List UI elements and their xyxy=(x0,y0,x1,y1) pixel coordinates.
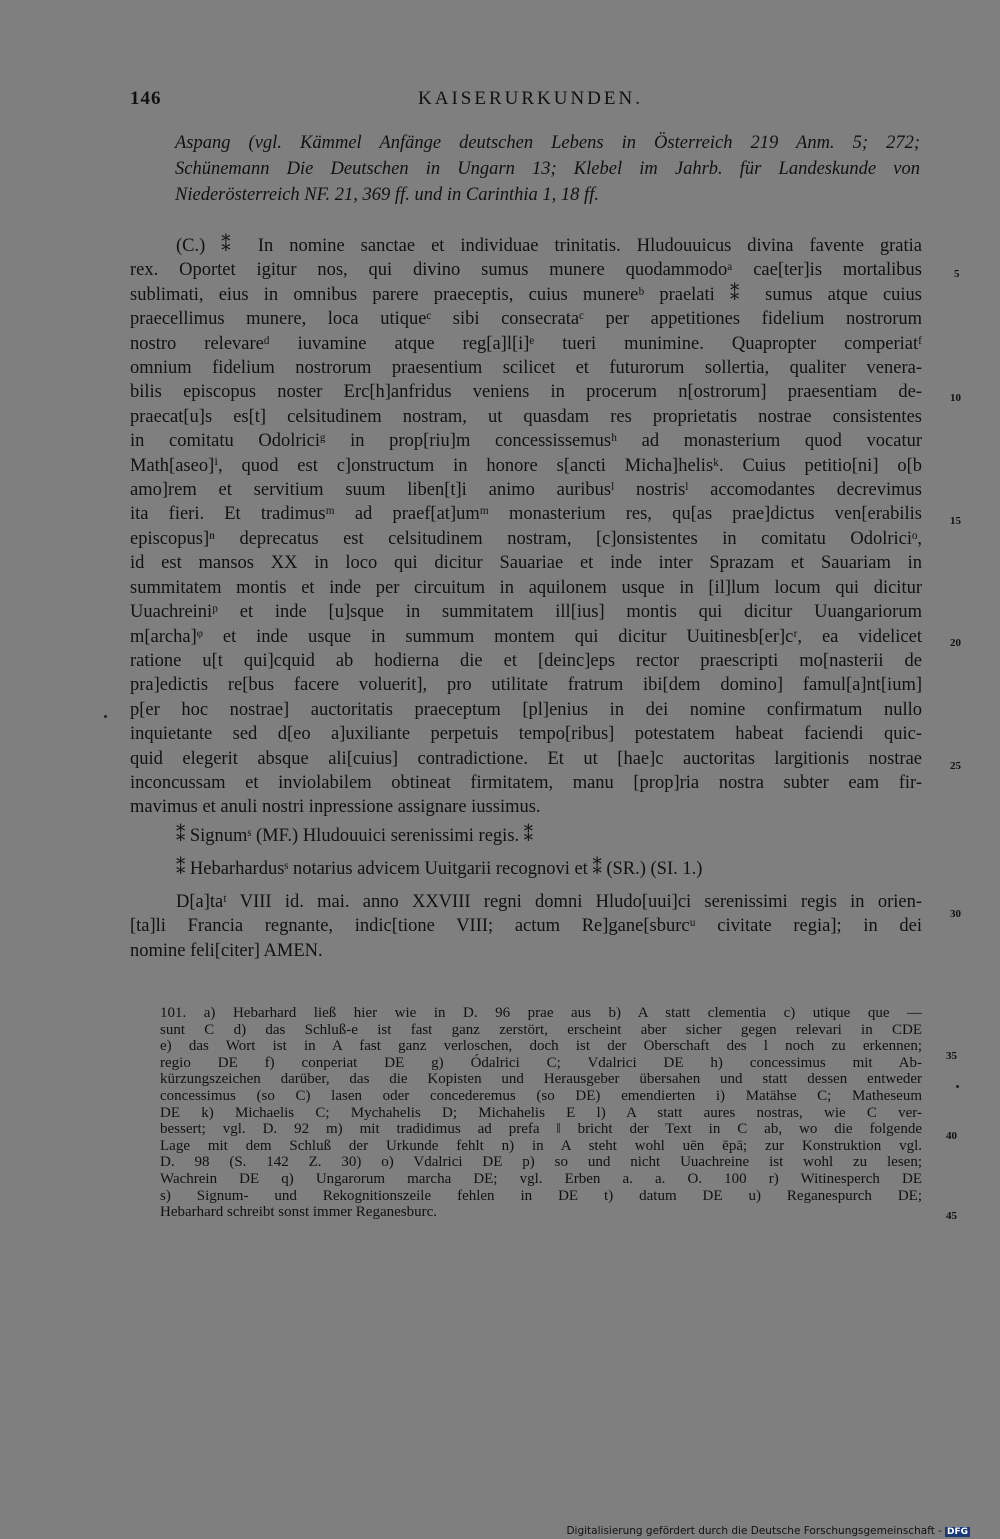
footnote-line: bessert; vgl. D. 92 m) mit tradidimus ad prefa ‖ bricht der Text in C ab, wo die folgende xyxy=(160,1121,922,1138)
body-line: summitatem montis et inde per circuitum in aquilonem usque in [il]lum locum qui dicitur xyxy=(130,577,922,598)
body-line: amo]rem et servitium suum liben[t]i animo auribusˡ nostrisˡ accomodantes decrevimus xyxy=(130,480,922,501)
body-line: bilis episcopus noster Erc[h]anfridus veniens in procerum n[ostrorum] praesentiam de- xyxy=(130,382,922,403)
body-line: in comitatu Odolriciᵍ in prop[riu]m concessissemusʰ ad monasterium quod vocatur xyxy=(130,431,922,452)
running-header: KAISERURKUNDEN. xyxy=(418,88,643,109)
body-line: (C.) ⁑ In nomine sanctae et individuae trinitatis. Hludouuicus divina favente gratia xyxy=(176,236,922,256)
page-number: 146 xyxy=(130,88,162,109)
intro-paragraph xyxy=(175,130,920,208)
body-line: Math[aseo]ⁱ, quod est c]onstructum in honore s[ancti Micha]helisᵏ. Cuius petitio[ni] o[b xyxy=(130,455,922,476)
intro-line: Aspang (vgl. Kämmel Anfänge deutschen Lebens in Österreich 219 Anm. 5; 272; xyxy=(175,133,920,153)
footer-text: Digitalisierung gefördert durch die Deutsche Forschungsgemeinschaft - xyxy=(566,1525,942,1537)
margin-line-number: 45 xyxy=(946,1210,957,1222)
body-line: inquietante sed d[eo a]uxiliante perpetuis tempo[ribus] potestatem habeat faciendi quic- xyxy=(130,724,922,745)
body-line: nostro relevareᵈ iuvamine atque reg[a]l[i]ᵉ tueri munimine. Quapropter comperiatᶠ xyxy=(130,333,922,354)
margin-line-number: 5 xyxy=(954,268,960,280)
funding-footer xyxy=(566,1525,970,1537)
footnote-line: kürzungszeichen darüber, das die Kopisten und Herausgeber übersahen und statt dessen entweder xyxy=(160,1071,922,1088)
body-line: episcopus]ⁿ deprecatus est celsitudinem nostram, [c]onsistentes in comitatu Odolriciᵒ, xyxy=(130,528,922,549)
body-line: p[er hoc nostrae] auctoritatis praeceptum [pl]enius in dei nomine confirmatum nullo xyxy=(130,699,922,720)
footnote-line: Wachrein DE q) Ungarorum marcha DE; vgl. Erben a. a. O. 100 r) Witinesperch DE xyxy=(160,1170,922,1187)
margin-line-number: 30 xyxy=(950,908,961,920)
dfg-logo: DFG xyxy=(946,1527,968,1537)
intro-line: Niederösterreich NF. 21, 369 ff. und in Carinthia 1, 18 ff. xyxy=(175,185,599,205)
margin-mark xyxy=(956,1085,959,1088)
footnote-line: e) das Wort ist in A fast ganz verloschen, doch ist der Oberschaft des l noch zu erkennen; xyxy=(160,1038,922,1055)
intro-line: Schünemann Die Deutschen in Ungarn 13; Klebel im Jahrb. für Landeskunde von xyxy=(175,159,920,179)
dating-line: D[a]taᵗ VIII id. mai. anno XXVIII regni domni Hludo[uui]ci serenissimi regis in orien- xyxy=(176,891,922,912)
body-line: m[archa]ᵠ et inde usque in summum montem qui dicitur Uuitinesb[er]cʳ, ea videlicet xyxy=(130,626,922,647)
margin-line-number: 20 xyxy=(950,637,961,649)
footnote-line: regio DE f) conperiat DE g) Ódalrici C; Vdalrici DE h) concessimus mit Ab- xyxy=(160,1054,922,1071)
body-line: praecat[u]s es[t] celsitudinem nostram, ut quasdam res proprietatis nostrae consistentes xyxy=(130,406,922,427)
margin-line-number: 25 xyxy=(950,760,961,772)
footnote-line: sunt C d) das Schluß-e ist fast ganz zerstört, erscheint aber sicher gegen relevari in CDE xyxy=(160,1021,922,1038)
body-line: id est mansos XX in loco qui dicitur Sauariae et inde inter Sprazam et Sauariam in xyxy=(130,553,922,574)
body-line: pra]edictis re[bus facere voluerit], pro utilitate fratrum ibi[dem domino] famul[a]nt[ium] xyxy=(130,675,922,696)
footnote-line: Lage mit dem Schluß der Urkunde fehlt n) in A steht wohl uēn ēpā; zur Konstruktion vgl. xyxy=(160,1137,922,1154)
margin-mark xyxy=(104,715,107,718)
margin-line-number: 40 xyxy=(946,1130,957,1142)
margin-line-number: 10 xyxy=(950,392,961,404)
body-line: Uuachreiniᵖ et inde [u]sque in summitatem ill[ius] montis qui dicitur Uuangariorum xyxy=(130,602,922,623)
footnote-line: D. 98 (S. 142 Z. 30) o) Vdalrici DE p) so und nicht Uuachreine ist wohl zu lesen; xyxy=(160,1154,922,1171)
footnotes xyxy=(160,1005,922,1221)
body-line: sublimati, eius in omnibus parere praeceptis, cuius munereᵇ praelati ⁑ sumus atque cuius xyxy=(130,284,922,305)
body-line: rex. Oportet igitur nos, qui divino sumus munere quodammodoᵃ cae[ter]is mortalibus xyxy=(130,260,922,281)
footnote-line: DE k) Michaelis C; Mychahelis D; Michahelis E l) A statt aures nostras, wie C ver- xyxy=(160,1104,922,1121)
margin-line-number: 35 xyxy=(946,1050,957,1062)
dating-line: nomine feli[citer] AMEN. xyxy=(130,940,323,961)
body-line: inconcussam et inviolabilem obtineat firmitatem, manu [prop]ria nostra subter eam fir- xyxy=(130,772,922,793)
body-line: ratione u[t qui]cquid ab hodierna die et [deinc]eps rector praescripti mo[nasterii de xyxy=(130,650,922,671)
footnote-line: s) Signum- und Rekognitionszeile fehlen in DE t) datum DE u) Reganespurch DE; xyxy=(160,1187,922,1204)
footnote-line: Hebarhard schreibt sonst immer Reganesburc. xyxy=(160,1204,437,1221)
charter-text xyxy=(130,234,922,963)
margin-line-number: 15 xyxy=(950,515,961,527)
footnote-line: 101. a) Hebarhard ließ hier wie in D. 96 prae aus b) A statt clementia c) utique que — xyxy=(160,1005,922,1021)
footnote-line: concessimus (so C) lasen oder concederemus (so DE) emendierten i) Matähse C; Matheseum xyxy=(160,1087,922,1104)
body-line: praecellimus munere, loca utiqueᶜ sibi consecrataᶜ per appetitiones fidelium nostrorum xyxy=(130,309,922,330)
body-line: ita fieri. Et tradimusᵐ ad praef[at]umᵐ monasterium res, qu[as prae]dictus ven[erabilis xyxy=(130,504,922,525)
body-line: mavimus et anuli nostri inpressione assignare iussimus. xyxy=(130,797,541,818)
signum-line: ⁑ Signumˢ (MF.) Hludouuici serenissimi regis. ⁑ xyxy=(176,825,534,846)
body-line: omnium fidelium nostrorum praesentium scilicet et futurorum sollertia, qualiter venera- xyxy=(130,358,922,379)
body-line: quid elegerit absque ali[cuius] contradictione. Et ut [hae]c auctoritas largitionis nostrae xyxy=(130,748,922,769)
recognition-line: ⁑ Hebarhardusˢ notarius advicem Uuitgarii recognovi et ⁑ (SR.) (SI. 1.) xyxy=(176,858,703,879)
dating-line: [ta]li Francia regnante, indic[tione VIII; actum Re]gane[sburcᵘ civitate regia]; in dei xyxy=(130,916,922,937)
